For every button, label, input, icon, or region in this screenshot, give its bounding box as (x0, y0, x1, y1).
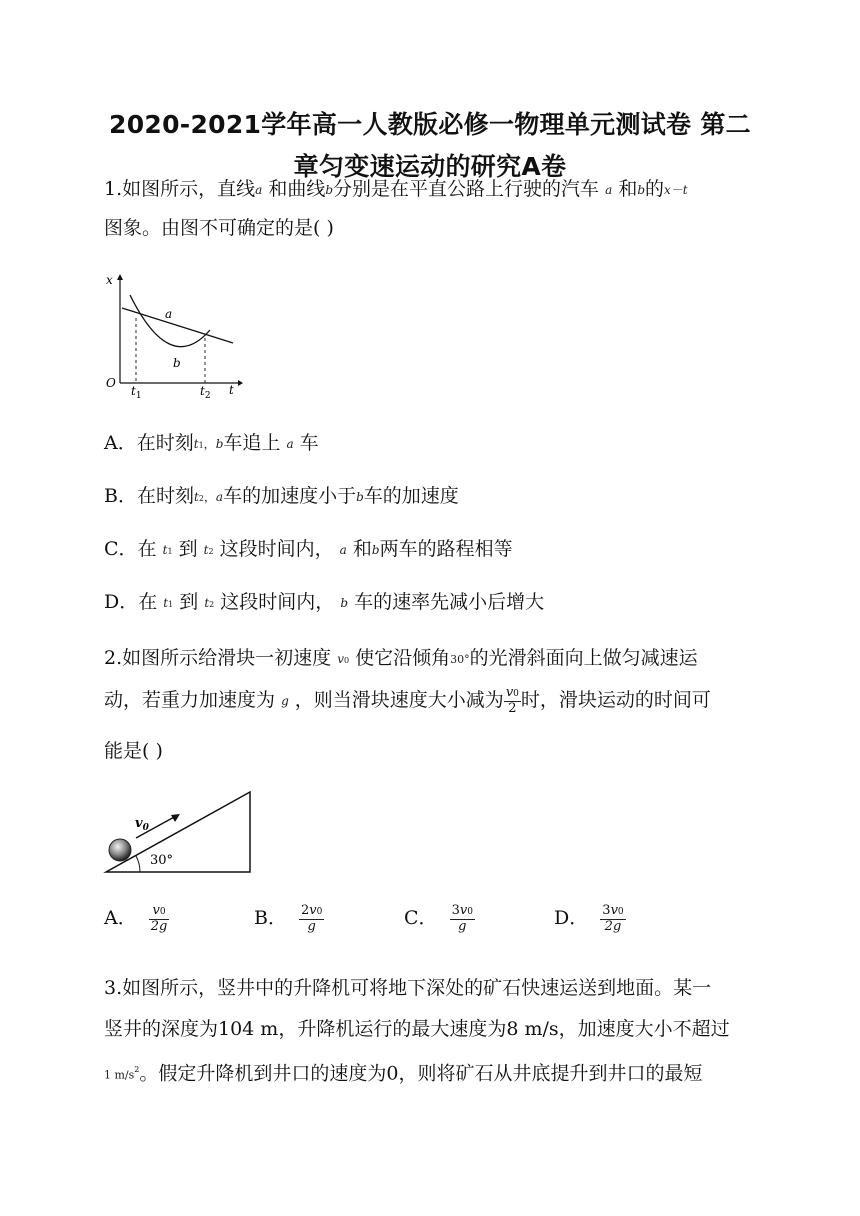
q1-line-a (122, 308, 233, 343)
q2-stem-line-2: 动，若重力加速度为 g ，则当滑块速度大小减为 $\frac{v0}{2}$ 时，滑块运动的时间可 (104, 685, 711, 716)
q3-stem-line-1: 3.如图所示，竖井中的升降机可将地下深处的矿石快速运送到地面。某一 (104, 977, 712, 999)
q2-fraction-v0-over-2: $\frac{v0}{2}$ (505, 685, 519, 716)
q2-option-a[interactable]: A． $\frac{v0}{2g}$ (104, 903, 168, 934)
q1-label-t: t (229, 383, 234, 397)
q2-option-b[interactable]: B． $\frac{2v0}{g}$ (254, 903, 323, 934)
q1-option-d[interactable]: D．在 t1 到 t2 这段时间内， b 车的速率先减小后增大 (104, 591, 545, 613)
q1-option-a[interactable]: A．在时刻t1，b车追上 a 车 (104, 432, 319, 454)
q1-x-arrow (117, 274, 123, 280)
q2-stem-line-3: 能是( ) (104, 740, 163, 762)
q2-angle-arc (136, 856, 140, 872)
q3-stem-line-3: 1 $m/s^2$。假定升降机到井口的速度为0，则将矿石从井底提升到井口的最短 (104, 1062, 703, 1085)
q2-option-d[interactable]: D． $\frac{3v0}{2g}$ (554, 903, 624, 934)
title-line-1: 2020-2021学年高一人教版必修一物理单元测试卷 第二 (109, 110, 751, 139)
title-line-2: 章匀变速运动的研究A卷 (293, 152, 567, 181)
q2-option-c[interactable]: C． $\frac{3v0}{g}$ (404, 903, 473, 934)
q1-label-t1: $t_1$ (131, 384, 142, 401)
q1-var-a: a (255, 183, 263, 197)
q2-incline (106, 792, 250, 872)
q1-option-b[interactable]: B．在时刻t2，a车的加速度小于b车的加速度 (104, 485, 459, 507)
q1-label-a: a (165, 307, 173, 321)
q1-label-t2: $t_2$ (200, 384, 211, 401)
q1-option-c[interactable]: C．在 t1 到 t2 这段时间内， a 和b两车的路程相等 (104, 538, 513, 560)
q2-block-ball (109, 839, 131, 861)
q2-label-v0: $v_0$ (135, 816, 149, 833)
q1-label-x: x (106, 273, 113, 287)
q1-t-arrow (238, 380, 243, 386)
q1-stem-line-1: 1.如图所示，直线a 和曲线b分别是在平直公路上行驶的汽车 a 和b的x－t (104, 178, 688, 200)
q2-option-b-fraction: $\frac{2v0}{g}$ (301, 903, 323, 934)
q1-var-b: b (325, 183, 334, 197)
q1-var-xt: x－t (664, 183, 688, 197)
q1-label-origin: O (106, 376, 116, 390)
q2-stem-line-1: 2.如图所示给滑块一初速度 v0 使它沿倾角30°的光滑斜面向上做匀减速运 (104, 647, 698, 669)
q2-incline-figure (100, 786, 260, 880)
q2-option-d-fraction: $\frac{3v0}{2g}$ (602, 903, 624, 934)
q2-option-c-fraction: $\frac{3v0}{g}$ (451, 903, 473, 934)
q1-stem-line-2: 图象。由图不可确定的是( ) (104, 217, 334, 239)
q2-option-a-fraction: $\frac{v0}{2g}$ (150, 903, 168, 934)
q3-stem-line-2: 竖井的深度为104 m，升降机运行的最大速度为8 m/s，加速度大小不超过 (104, 1018, 730, 1040)
q1-label-b: b (173, 356, 181, 370)
q2-label-angle: 30° (150, 853, 174, 868)
q1-xt-graph (100, 268, 250, 403)
